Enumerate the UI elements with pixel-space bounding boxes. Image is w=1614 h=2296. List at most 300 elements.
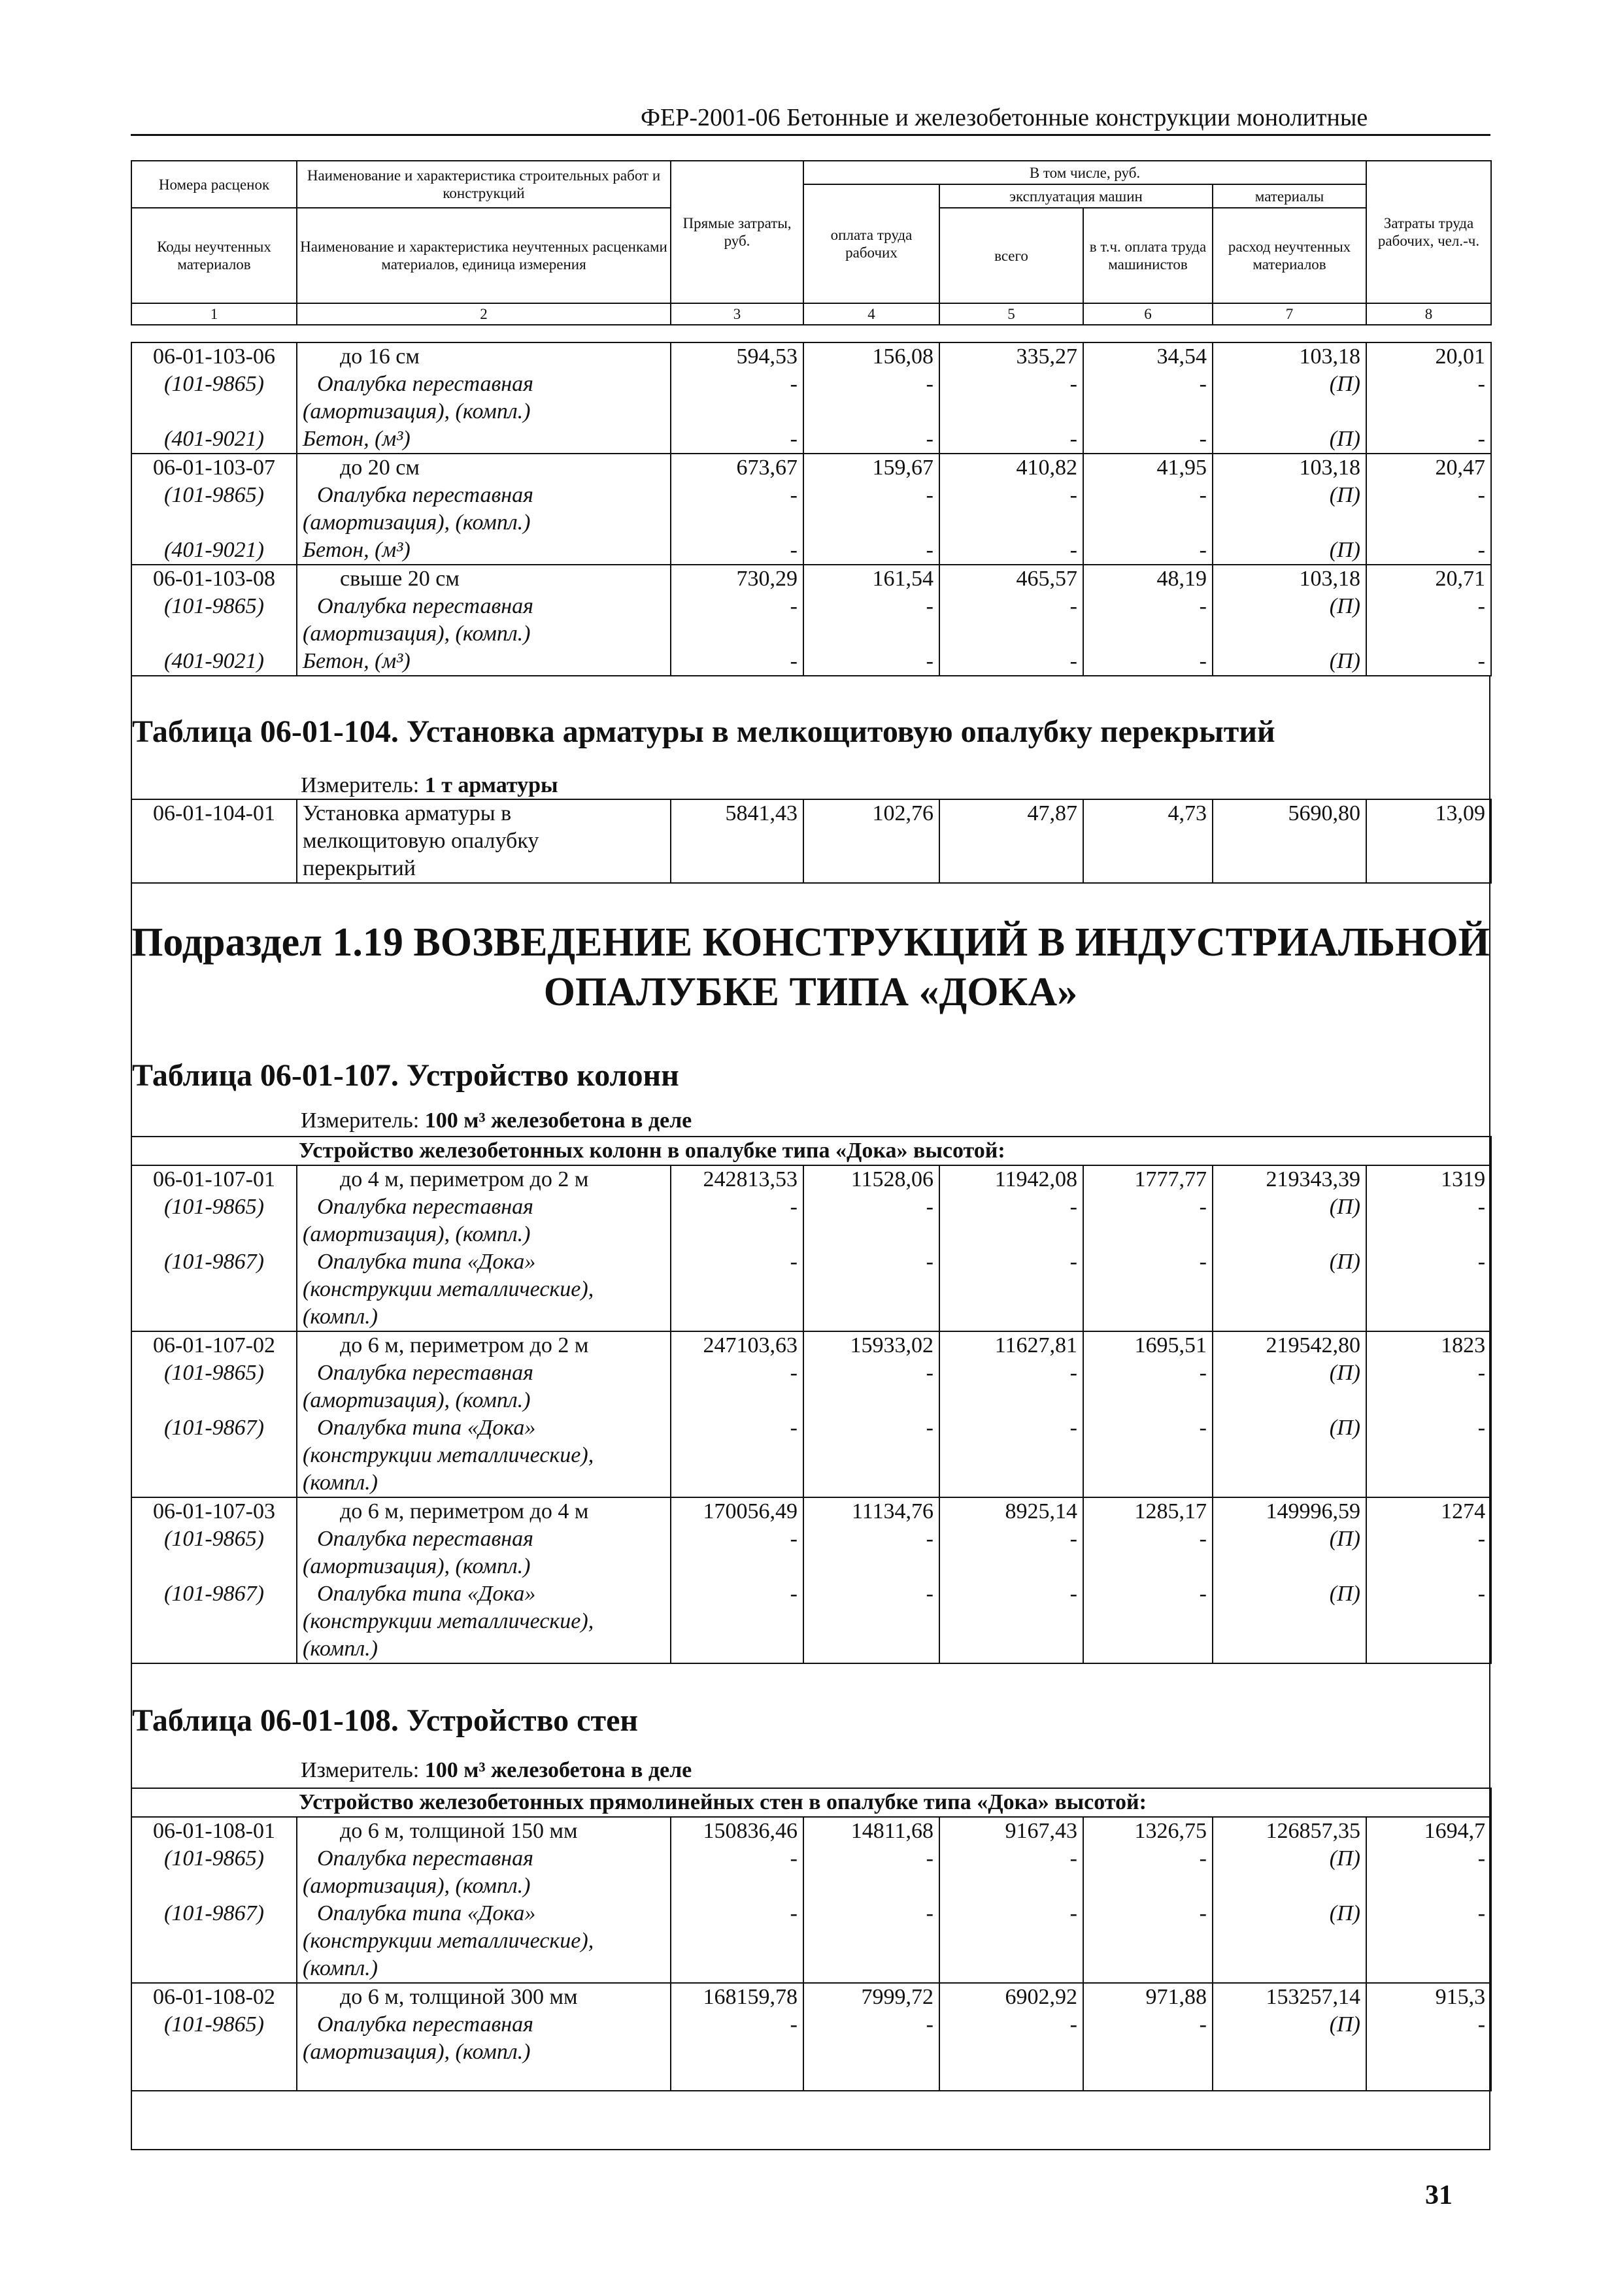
rate-block-103-08: [131, 565, 1491, 676]
material-name: Опалубка переставная: [297, 1525, 671, 1553]
operator-wages: 1777,77: [1083, 1165, 1213, 1193]
table-row: [131, 342, 1491, 371]
col-number: 7: [1213, 303, 1366, 325]
dash: -: [803, 2011, 939, 2038]
col-number: 8: [1366, 303, 1491, 325]
material-code: (101-9865): [131, 1525, 297, 1553]
dash: -: [939, 648, 1083, 676]
dash: -: [939, 1414, 1083, 1442]
material-code: (101-9865): [131, 593, 297, 620]
material-name: Опалубка типа «Дока»: [297, 1248, 671, 1276]
material-code: (101-9865): [131, 482, 297, 509]
material-row: [131, 2011, 1491, 2038]
material-unit-p: (П): [1213, 648, 1366, 676]
table-row-cont: [131, 855, 1491, 883]
dash: -: [1366, 648, 1491, 676]
dash: -: [1083, 1193, 1213, 1221]
table-108-body: [131, 1788, 1492, 2091]
direct-cost: 170056,49: [671, 1497, 803, 1525]
measure-label: Измеритель:: [301, 1758, 420, 1782]
col-number: 3: [671, 303, 803, 325]
dash: -: [803, 593, 939, 620]
materials-cost: 103,18: [1213, 565, 1366, 593]
material-unit-p: (П): [1213, 482, 1366, 509]
group-caption: Устройство железобетонных колонн в опалубке типа «Дока» высотой:: [131, 1137, 1491, 1165]
material-name-cont: (амортизация), (компл.): [297, 1221, 671, 1248]
dash: -: [803, 1580, 939, 1608]
material-name: Бетон, (м³): [297, 648, 671, 676]
dash: -: [1083, 1248, 1213, 1276]
dash: -: [671, 2011, 803, 2038]
dash: -: [1366, 1193, 1491, 1221]
material-unit-p: (П): [1213, 1845, 1366, 1872]
material-code: (101-9865): [131, 371, 297, 398]
col-number: 5: [939, 303, 1083, 325]
group-caption: Устройство железобетонных прямолинейных стен в опалубке типа «Дока» высотой:: [131, 1788, 1491, 1817]
col-material-use: расход неучтенных материалов: [1213, 208, 1366, 303]
material-row-cont: [131, 1442, 1491, 1469]
machines-total: 11942,08: [939, 1165, 1083, 1193]
dash: -: [803, 1193, 939, 1221]
dash: -: [671, 593, 803, 620]
dash: -: [671, 1845, 803, 1872]
dash: -: [939, 1193, 1083, 1221]
dash: -: [939, 2011, 1083, 2038]
direct-cost: 150836,46: [671, 1817, 803, 1845]
dash: -: [1083, 1359, 1213, 1387]
dash: -: [803, 1414, 939, 1442]
materials-cost: 219343,39: [1213, 1165, 1366, 1193]
dash: -: [803, 1248, 939, 1276]
column-header-table: [131, 160, 1492, 325]
col-rate-number: Номера расценок: [131, 161, 297, 208]
material-code: (101-9865): [131, 1359, 297, 1387]
material-row: [131, 1193, 1491, 1221]
material-code: (401-9021): [131, 537, 297, 565]
rate-code: 06-01-107-03: [131, 1497, 297, 1525]
direct-cost: 247103,63: [671, 1331, 803, 1359]
frame-bottom: [131, 2149, 1490, 2150]
subsection-line-1: Подраздел 1.19 ВОЗВЕДЕНИЕ КОНСТРУКЦИЙ В ИНДУСТРИАЛЬНОЙ: [131, 920, 1490, 965]
material-name-cont: (амортизация), (компл.): [297, 1872, 671, 1900]
header-row-1: [131, 161, 1491, 184]
wages: 15933,02: [803, 1331, 939, 1359]
col-materials: материалы: [1213, 184, 1366, 208]
col-number: 6: [1083, 303, 1213, 325]
material-row: [131, 425, 1491, 454]
material-unit-p: (П): [1213, 1248, 1366, 1276]
table-108-title: Таблица 06-01-108. Устройство стен: [132, 1703, 639, 1738]
wages: 11528,06: [803, 1165, 939, 1193]
table-row: [131, 1165, 1491, 1193]
dash: -: [671, 1193, 803, 1221]
material-unit-p: (П): [1213, 1359, 1366, 1387]
wages: 156,08: [803, 342, 939, 371]
rate-name: свыше 20 см: [297, 565, 671, 593]
dash: -: [671, 537, 803, 565]
material-row-cont: [131, 1303, 1491, 1331]
rate-code: 06-01-104-01: [131, 799, 297, 827]
machines-total: 47,87: [939, 799, 1083, 827]
operator-wages: 34,54: [1083, 342, 1213, 371]
dash: -: [671, 1580, 803, 1608]
header-number-row: [131, 303, 1491, 325]
material-row: [131, 1248, 1491, 1276]
dash: -: [1366, 371, 1491, 398]
material-row: [131, 537, 1491, 565]
dash: -: [1083, 425, 1213, 454]
material-name-cont: (амортизация), (компл.): [297, 509, 671, 537]
dash: -: [1083, 1525, 1213, 1553]
page-number: 31: [1425, 2180, 1453, 2210]
material-unit-p: (П): [1213, 537, 1366, 565]
labor-hours: 20,47: [1366, 454, 1491, 482]
measure-value: 1 т арматуры: [424, 773, 558, 797]
material-row: [131, 1900, 1491, 1927]
dash: -: [1366, 537, 1491, 565]
table-103-body: [131, 342, 1492, 676]
material-row: [131, 1845, 1491, 1872]
wages: 102,76: [803, 799, 939, 827]
dash: -: [671, 1359, 803, 1387]
dash: -: [803, 648, 939, 676]
table-108-measure: [301, 1758, 692, 1783]
material-unit-p: (П): [1213, 371, 1366, 398]
material-code: (101-9865): [131, 1845, 297, 1872]
dash: -: [1083, 648, 1213, 676]
dash: -: [1366, 2011, 1491, 2038]
table-row: [131, 1983, 1491, 2011]
operator-wages: 4,73: [1083, 799, 1213, 827]
dash: -: [1366, 593, 1491, 620]
material-code: (101-9865): [131, 2011, 297, 2038]
material-code: (101-9865): [131, 1193, 297, 1221]
direct-cost: 242813,53: [671, 1165, 803, 1193]
material-row-cont: [131, 620, 1491, 648]
rate-code: 06-01-108-02: [131, 1983, 297, 2011]
materials-cost: 149996,59: [1213, 1497, 1366, 1525]
dash: -: [1083, 371, 1213, 398]
material-name: Опалубка переставная: [297, 1193, 671, 1221]
material-row-cont: [131, 1608, 1491, 1635]
dash: -: [1083, 482, 1213, 509]
operator-wages: 1285,17: [1083, 1497, 1213, 1525]
dash: -: [1083, 593, 1213, 620]
rate-code: 06-01-108-01: [131, 1817, 297, 1845]
dash: -: [939, 1525, 1083, 1553]
dash: -: [939, 1900, 1083, 1927]
materials-cost: 219542,80: [1213, 1331, 1366, 1359]
dash: -: [803, 1845, 939, 1872]
rate-block-103-07: [131, 454, 1491, 565]
machines-total: 9167,43: [939, 1817, 1083, 1845]
material-row-cont: [131, 1221, 1491, 1248]
table-row: [131, 1331, 1491, 1359]
material-name-cont: (компл.): [297, 1955, 671, 1983]
dash: -: [939, 1580, 1083, 1608]
measure-value: 100 м³ железобетона в деле: [424, 1108, 692, 1133]
dash: -: [1366, 1359, 1491, 1387]
dash: -: [1366, 425, 1491, 454]
labor-hours: 13,09: [1366, 799, 1491, 827]
material-row-cont: [131, 1469, 1491, 1497]
materials-cost: 103,18: [1213, 454, 1366, 482]
wages: 7999,72: [803, 1983, 939, 2011]
rate-name: до 6 м, периметром до 4 м: [297, 1497, 671, 1525]
material-row-cont: [131, 2038, 1491, 2091]
operator-wages: 1695,51: [1083, 1331, 1213, 1359]
material-code: (101-9867): [131, 1248, 297, 1276]
materials-cost: 103,18: [1213, 342, 1366, 371]
dash: -: [1366, 482, 1491, 509]
material-row-cont: [131, 1387, 1491, 1414]
direct-cost: 673,67: [671, 454, 803, 482]
material-code: (401-9021): [131, 648, 297, 676]
labor-hours: 20,01: [1366, 342, 1491, 371]
direct-cost: 168159,78: [671, 1983, 803, 2011]
dash: -: [939, 371, 1083, 398]
col-material-names: Наименование и характеристика неучтенных расценками материалов, единица измерения: [297, 208, 671, 303]
material-row-cont: [131, 1553, 1491, 1580]
rate-code: 06-01-103-07: [131, 454, 297, 482]
table-107-body: [131, 1136, 1492, 1664]
material-row-cont: [131, 398, 1491, 425]
materials-cost: 5690,80: [1213, 799, 1366, 827]
material-row: [131, 371, 1491, 398]
dash: -: [671, 1525, 803, 1553]
material-row-cont: [131, 1635, 1491, 1663]
operator-wages: 41,95: [1083, 454, 1213, 482]
col-wages: оплата труда рабочих: [803, 184, 939, 303]
material-name-cont: (амортизация), (компл.): [297, 398, 671, 425]
materials-cost: 126857,35: [1213, 1817, 1366, 1845]
material-row: [131, 1525, 1491, 1553]
direct-cost: 5841,43: [671, 799, 803, 827]
material-unit-p: (П): [1213, 1580, 1366, 1608]
material-name-cont: (компл.): [297, 1635, 671, 1663]
dash: -: [1083, 1900, 1213, 1927]
material-name-cont: (компл.): [297, 1469, 671, 1497]
measure-value: 100 м³ железобетона в деле: [424, 1758, 692, 1782]
rate-code: 06-01-107-02: [131, 1331, 297, 1359]
group-caption-row: [131, 1788, 1491, 1817]
col-in-total: В том числе, руб.: [803, 161, 1366, 184]
dash: -: [1083, 537, 1213, 565]
labor-hours: 1274: [1366, 1497, 1491, 1525]
dash: -: [671, 371, 803, 398]
dash: -: [1366, 1414, 1491, 1442]
material-unit-p: (П): [1213, 2011, 1366, 2038]
col-number: 2: [297, 303, 671, 325]
material-unit-p: (П): [1213, 425, 1366, 454]
material-row: [131, 482, 1491, 509]
material-row: [131, 648, 1491, 676]
dash: -: [939, 1359, 1083, 1387]
dash: -: [671, 1248, 803, 1276]
dash: -: [671, 648, 803, 676]
table-row-cont: [131, 827, 1491, 855]
table-row: [131, 565, 1491, 593]
machines-total: 410,82: [939, 454, 1083, 482]
rate-block-107-01: [131, 1165, 1491, 1331]
labor-hours: 1694,7: [1366, 1817, 1491, 1845]
rate-code: 06-01-107-01: [131, 1165, 297, 1193]
material-unit-p: (П): [1213, 1525, 1366, 1553]
dash: -: [803, 371, 939, 398]
col-machines-total: всего: [939, 208, 1083, 303]
rate-block-108-01: [131, 1817, 1491, 1983]
material-name: Опалубка типа «Дока»: [297, 1580, 671, 1608]
rate-name: до 6 м, толщиной 300 мм: [297, 1983, 671, 2011]
dash: -: [803, 1359, 939, 1387]
rate-code: 06-01-103-08: [131, 565, 297, 593]
material-name: Бетон, (м³): [297, 537, 671, 565]
dash: -: [939, 593, 1083, 620]
dash: -: [1366, 1900, 1491, 1927]
material-row-cont: [131, 1955, 1491, 1983]
rate-name: до 16 см: [297, 342, 671, 371]
material-name: Опалубка типа «Дока»: [297, 1414, 671, 1442]
col-labor-hours: Затраты труда рабочих, чел.-ч.: [1366, 161, 1491, 303]
measure-label: Измеритель:: [301, 1108, 420, 1133]
material-row: [131, 1580, 1491, 1608]
dash: -: [803, 482, 939, 509]
col-work-name: Наименование и характеристика строительных работ и конструкций: [297, 161, 671, 208]
dash: -: [671, 425, 803, 454]
rate-block-107-03: [131, 1497, 1491, 1663]
dash: -: [1083, 1845, 1213, 1872]
dash: -: [939, 425, 1083, 454]
dash: -: [1366, 1845, 1491, 1872]
col-material-codes: Коды неучтенных материалов: [131, 208, 297, 303]
material-name-cont: (компл.): [297, 1303, 671, 1331]
material-row-cont: [131, 1872, 1491, 1900]
dash: -: [939, 1845, 1083, 1872]
rate-name-cont: мелкощитовую опалубку: [297, 827, 671, 855]
table-row: [131, 799, 1491, 827]
dash: -: [1083, 2011, 1213, 2038]
table-104-title: Таблица 06-01-104. Установка арматуры в мелкощитовую опалубку перекрытий: [132, 714, 1275, 749]
header-rule: [131, 134, 1490, 136]
dash: -: [1366, 1525, 1491, 1553]
rate-name: Установка арматуры в: [297, 799, 671, 827]
material-name-cont: (амортизация), (компл.): [297, 1553, 671, 1580]
material-name-cont: (конструкции металлические),: [297, 1927, 671, 1955]
material-row-cont: [131, 1276, 1491, 1303]
material-name: Опалубка переставная: [297, 1359, 671, 1387]
rate-block-107-02: [131, 1331, 1491, 1497]
material-unit-p: (П): [1213, 593, 1366, 620]
dash: -: [939, 482, 1083, 509]
material-row-cont: [131, 509, 1491, 537]
wages: 11134,76: [803, 1497, 939, 1525]
material-row: [131, 1414, 1491, 1442]
labor-hours: 1319: [1366, 1165, 1491, 1193]
col-operator-wages: в т.ч. оплата труда машинистов: [1083, 208, 1213, 303]
operator-wages: 1326,75: [1083, 1817, 1213, 1845]
dash: -: [803, 1525, 939, 1553]
material-name-cont: (амортизация), (компл.): [297, 1387, 671, 1414]
running-header: ФЕР-2001-06 Бетонные и железобетонные конструкции монолитные: [641, 104, 1368, 131]
table-104-body: [131, 799, 1492, 884]
material-name: Опалубка переставная: [297, 2011, 671, 2038]
material-unit-p: (П): [1213, 1193, 1366, 1221]
table-row: [131, 1817, 1491, 1845]
rate-block-103-06: [131, 342, 1491, 454]
material-code: (101-9867): [131, 1900, 297, 1927]
table-row: [131, 1497, 1491, 1525]
rate-block-108-02: [131, 1983, 1491, 2091]
subsection-heading: [131, 918, 1490, 1017]
material-code: (401-9021): [131, 425, 297, 454]
dash: -: [1083, 1414, 1213, 1442]
labor-hours: 1823: [1366, 1331, 1491, 1359]
material-code: (101-9867): [131, 1414, 297, 1442]
col-number: 1: [131, 303, 297, 325]
material-name: Бетон, (м³): [297, 425, 671, 454]
rate-name: до 6 м, периметром до 2 м: [297, 1331, 671, 1359]
dash: -: [671, 1414, 803, 1442]
material-name-cont: (конструкции металлические),: [297, 1608, 671, 1635]
col-direct-costs: Прямые затраты, руб.: [671, 161, 803, 303]
wages: 159,67: [803, 454, 939, 482]
material-name-cont: (конструкции металлические),: [297, 1442, 671, 1469]
direct-cost: 730,29: [671, 565, 803, 593]
operator-wages: 971,88: [1083, 1983, 1213, 2011]
rate-name-cont: перекрытий: [297, 855, 671, 883]
dash: -: [803, 425, 939, 454]
col-number: 4: [803, 303, 939, 325]
labor-hours: 915,3: [1366, 1983, 1491, 2011]
material-name-cont: (конструкции металлические),: [297, 1276, 671, 1303]
rate-code: 06-01-103-06: [131, 342, 297, 371]
dash: -: [1366, 1248, 1491, 1276]
machines-total: 11627,81: [939, 1331, 1083, 1359]
measure-label: Измеритель:: [301, 773, 420, 797]
material-name-cont: (амортизация), (компл.): [297, 620, 671, 648]
machines-total: 6902,92: [939, 1983, 1083, 2011]
labor-hours: 20,71: [1366, 565, 1491, 593]
dash: -: [803, 537, 939, 565]
rate-name: до 20 см: [297, 454, 671, 482]
wages: 161,54: [803, 565, 939, 593]
rate-name: до 4 м, периметром до 2 м: [297, 1165, 671, 1193]
dash: -: [671, 1900, 803, 1927]
wages: 14811,68: [803, 1817, 939, 1845]
table-107-title: Таблица 06-01-107. Устройство колонн: [132, 1058, 679, 1093]
machines-total: 335,27: [939, 342, 1083, 371]
machines-total: 465,57: [939, 565, 1083, 593]
material-name: Опалубка переставная: [297, 1845, 671, 1872]
subsection-line-2: ОПАЛУБКЕ ТИПА «ДОКА»: [543, 970, 1078, 1014]
material-name: Опалубка переставная: [297, 482, 671, 509]
rate-name: до 6 м, толщиной 150 мм: [297, 1817, 671, 1845]
table-107-measure: [301, 1108, 692, 1133]
materials-cost: 153257,14: [1213, 1983, 1366, 2011]
direct-cost: 594,53: [671, 342, 803, 371]
material-name-cont: (амортизация), (компл.): [297, 2038, 671, 2091]
dash: -: [803, 1900, 939, 1927]
machines-total: 8925,14: [939, 1497, 1083, 1525]
col-machines: эксплуатация машин: [939, 184, 1213, 208]
material-row: [131, 593, 1491, 620]
dash: -: [1366, 1580, 1491, 1608]
dash: -: [939, 1248, 1083, 1276]
material-row: [131, 1359, 1491, 1387]
material-code: (101-9867): [131, 1580, 297, 1608]
dash: -: [939, 537, 1083, 565]
material-row-cont: [131, 1927, 1491, 1955]
